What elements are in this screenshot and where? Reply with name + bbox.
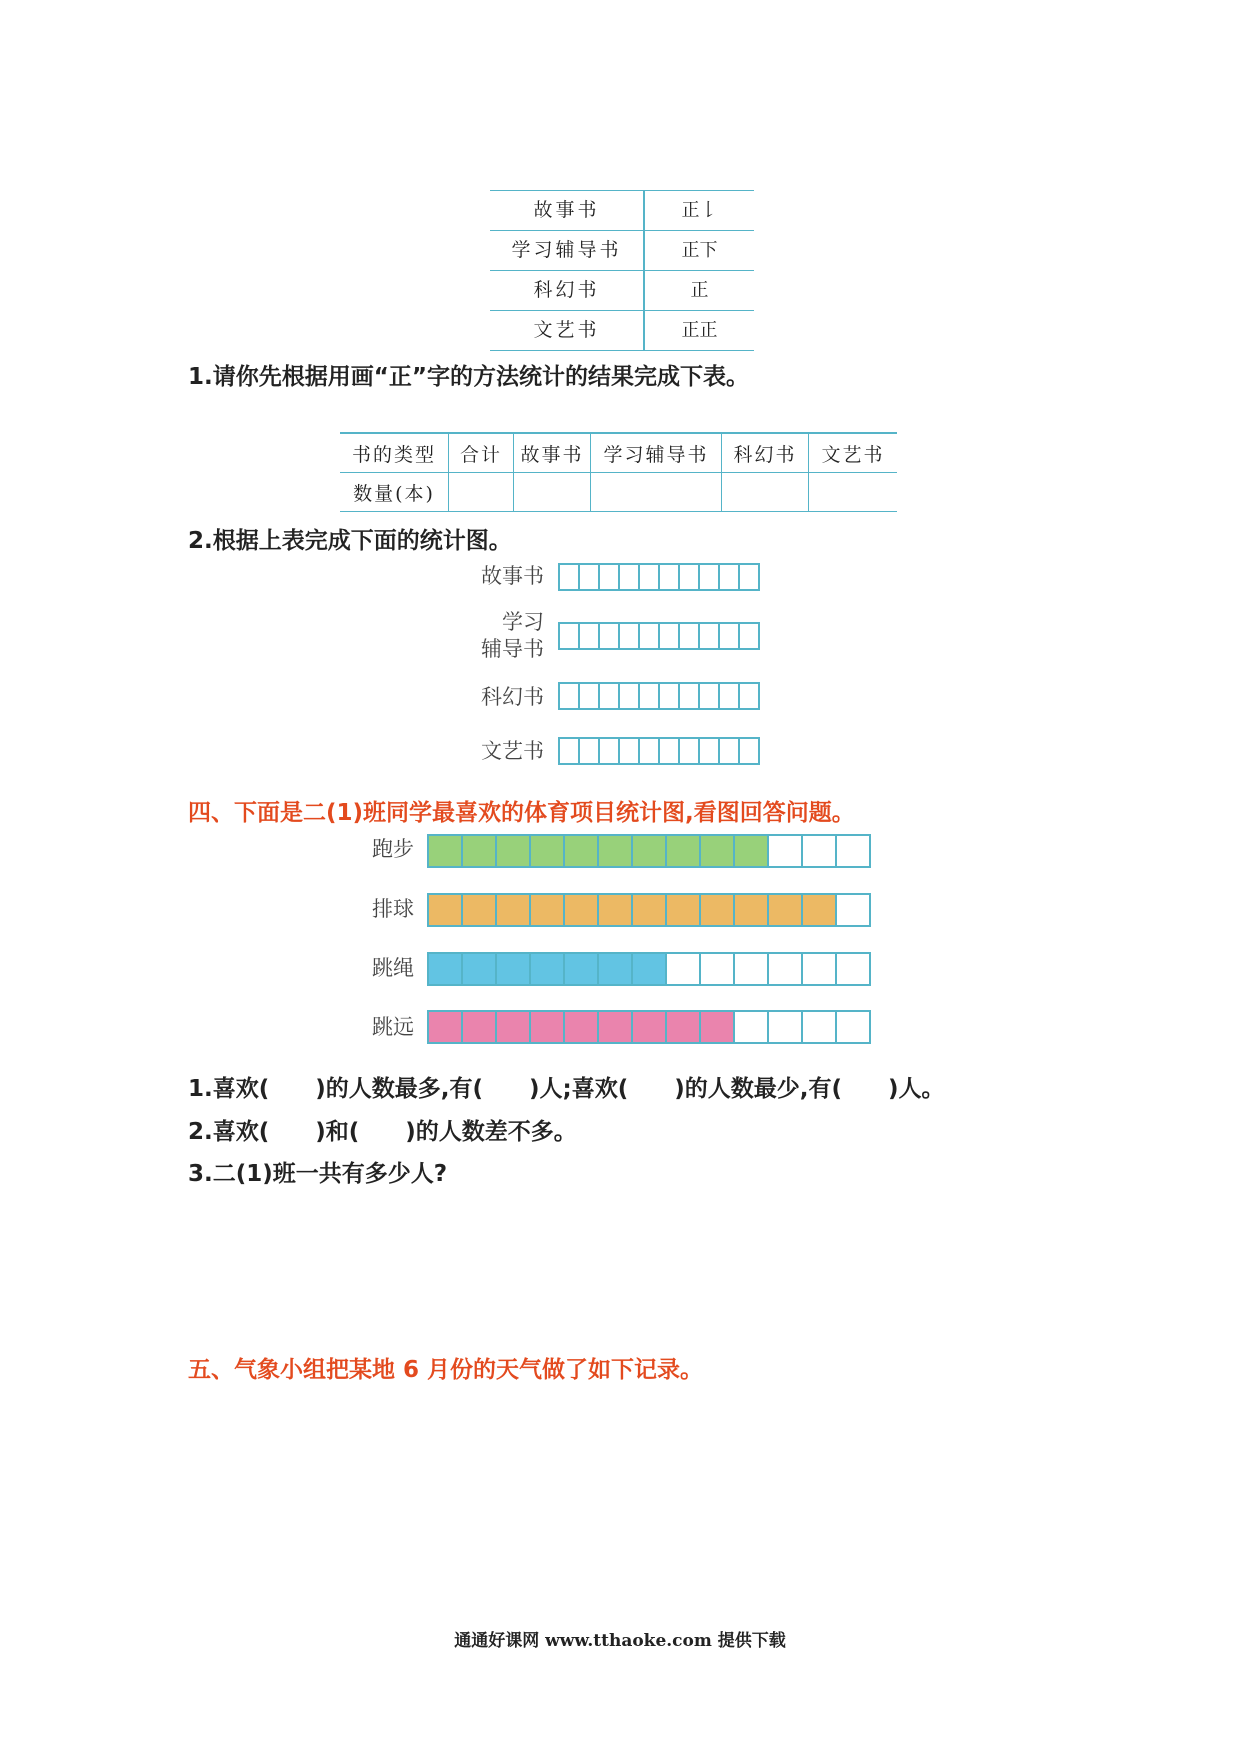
bar-filled-cell xyxy=(667,836,701,866)
bar-filled-cell xyxy=(599,1012,633,1042)
question-2: 2.根据上表完成下面的统计图。 xyxy=(188,528,512,554)
grid-cell[interactable] xyxy=(720,684,740,708)
grid-cell[interactable] xyxy=(680,684,700,708)
bar-filled-cell xyxy=(735,895,769,925)
tally-row xyxy=(490,230,754,270)
grid-cell[interactable] xyxy=(660,739,680,763)
bar-empty-cell xyxy=(735,954,769,984)
bar-empty-cell xyxy=(837,1012,869,1042)
grid-cell[interactable] xyxy=(680,739,700,763)
table-header: 故事书 xyxy=(514,433,591,473)
grid-cell[interactable] xyxy=(700,565,720,589)
grid-cell[interactable] xyxy=(580,565,600,589)
grid-cell[interactable] xyxy=(560,684,580,708)
bar-filled-cell xyxy=(735,836,769,866)
grid-cell[interactable] xyxy=(560,739,580,763)
bar-filled-cell xyxy=(633,954,667,984)
grid-cell[interactable] xyxy=(580,739,600,763)
bar-filled-cell xyxy=(531,1012,565,1042)
grid-cell[interactable] xyxy=(620,624,640,648)
bar-filled-cell xyxy=(565,954,599,984)
row-label: 数量(本) xyxy=(340,473,449,512)
bar-filled-cell xyxy=(565,1012,599,1042)
grid-cell[interactable] xyxy=(620,739,640,763)
answer-cell[interactable] xyxy=(809,473,898,512)
bar-empty-cell xyxy=(837,895,869,925)
section-5-title: 五、气象小组把某地 6 月份的天气做了如下记录。 xyxy=(188,1357,704,1383)
bar-filled-cell xyxy=(497,895,531,925)
grid-cell[interactable] xyxy=(700,739,720,763)
bar-empty-cell xyxy=(667,954,701,984)
grid-cell[interactable] xyxy=(600,739,620,763)
bar-filled-cell xyxy=(463,836,497,866)
bar-filled-cell xyxy=(633,836,667,866)
grid-cell[interactable] xyxy=(560,624,580,648)
bar-filled-cell xyxy=(497,954,531,984)
tally-category: 故事书 xyxy=(490,191,645,230)
grid-cell[interactable] xyxy=(740,684,758,708)
bar-filled-cell xyxy=(531,954,565,984)
question-1: 1.请你先根据用画“正”字的方法统计的结果完成下表。 xyxy=(188,364,749,390)
section-4-question-3: 3.二(1)班一共有多少人? xyxy=(188,1161,448,1187)
bar-category-label: 跑步 xyxy=(372,837,414,861)
bar-empty-cell xyxy=(803,836,837,866)
bar-filled-cell xyxy=(701,836,735,866)
table-header: 学习辅导书 xyxy=(591,433,722,473)
bar-category-label: 跳远 xyxy=(372,1015,414,1039)
bar-filled-cell xyxy=(803,895,837,925)
bar-filled-cell xyxy=(497,1012,531,1042)
grid-label-line2: 辅导书 xyxy=(481,637,544,661)
bar-filled-cell xyxy=(497,836,531,866)
grid-label: 故事书 xyxy=(481,564,544,588)
bar-empty-cell xyxy=(769,836,803,866)
bar-filled-cell xyxy=(429,1012,463,1042)
bar-filled-cell xyxy=(429,836,463,866)
bar-filled-cell xyxy=(531,836,565,866)
grid-cell[interactable] xyxy=(600,565,620,589)
table-header: 文艺书 xyxy=(809,433,898,473)
grid-cell[interactable] xyxy=(640,684,660,708)
grid-row[interactable] xyxy=(558,737,760,765)
bar-filled-cell xyxy=(769,895,803,925)
table-header: 书的类型 xyxy=(340,433,449,473)
bar-filled-cell xyxy=(565,895,599,925)
bar-empty-cell xyxy=(803,1012,837,1042)
grid-cell[interactable] xyxy=(740,624,758,648)
answer-cell[interactable] xyxy=(514,473,591,512)
grid-cell[interactable] xyxy=(660,565,680,589)
grid-label-line1: 学习 xyxy=(502,610,544,634)
table-header: 科幻书 xyxy=(722,433,809,473)
grid-cell[interactable] xyxy=(720,739,740,763)
bar-empty-cell xyxy=(701,954,735,984)
tally-marks: 正𠄌 xyxy=(681,200,718,221)
grid-cell[interactable] xyxy=(740,565,758,589)
tally-category: 学习辅导书 xyxy=(490,231,645,270)
bar-filled-cell xyxy=(599,836,633,866)
footer-credit: 通通好课网 www.tthaoke.com 提供下载 xyxy=(454,1631,786,1651)
bar-filled-cell xyxy=(531,895,565,925)
bar-filled-cell xyxy=(701,1012,735,1042)
bar-filled-cell xyxy=(429,954,463,984)
summary-table xyxy=(340,432,897,512)
tally-row xyxy=(490,190,754,230)
grid-cell[interactable] xyxy=(600,624,620,648)
tally-marks: 正 xyxy=(690,280,709,301)
answer-cell[interactable] xyxy=(449,473,514,512)
bar-empty-cell xyxy=(803,954,837,984)
grid-label: 文艺书 xyxy=(481,739,544,763)
bar-filled-cell xyxy=(463,1012,497,1042)
grid-cell[interactable] xyxy=(640,739,660,763)
grid-cell[interactable] xyxy=(660,684,680,708)
grid-cell[interactable] xyxy=(640,565,660,589)
bar-row xyxy=(427,952,871,986)
grid-cell[interactable] xyxy=(620,684,640,708)
grid-cell[interactable] xyxy=(560,565,580,589)
grid-cell[interactable] xyxy=(600,684,620,708)
grid-row[interactable] xyxy=(558,682,760,710)
answer-cell[interactable] xyxy=(722,473,809,512)
bar-filled-cell xyxy=(429,895,463,925)
bar-filled-cell xyxy=(667,895,701,925)
bar-category-label: 排球 xyxy=(372,897,414,921)
tally-row xyxy=(490,270,754,310)
bar-empty-cell xyxy=(735,1012,769,1042)
grid-cell[interactable] xyxy=(580,684,600,708)
tally-category: 科幻书 xyxy=(490,271,645,310)
section-4-question-1: 1.喜欢( )的人数最多,有( )人;喜欢( )的人数最少,有( )人。 xyxy=(188,1076,945,1102)
grid-cell[interactable] xyxy=(680,565,700,589)
bar-filled-cell xyxy=(565,836,599,866)
tally-marks: 正下 xyxy=(681,240,718,261)
bar-filled-cell xyxy=(463,895,497,925)
tally-row xyxy=(490,310,754,351)
bar-empty-cell xyxy=(769,954,803,984)
grid-cell[interactable] xyxy=(720,624,740,648)
tally-table xyxy=(490,190,754,351)
bar-filled-cell xyxy=(667,1012,701,1042)
grid-cell[interactable] xyxy=(620,565,640,589)
tally-marks: 正正 xyxy=(681,320,718,341)
bar-category-label: 跳绳 xyxy=(372,956,414,980)
bar-row xyxy=(427,834,871,868)
grid-cell[interactable] xyxy=(720,565,740,589)
bar-row xyxy=(427,893,871,927)
grid-cell[interactable] xyxy=(680,624,700,648)
answer-cell[interactable] xyxy=(591,473,722,512)
grid-cell[interactable] xyxy=(700,624,720,648)
bar-filled-cell xyxy=(599,954,633,984)
grid-cell[interactable] xyxy=(740,739,758,763)
bar-filled-cell xyxy=(463,954,497,984)
section-4-question-2: 2.喜欢( )和( )的人数差不多。 xyxy=(188,1119,577,1145)
grid-row[interactable] xyxy=(558,622,760,650)
grid-label: 科幻书 xyxy=(481,685,544,709)
section-4-title: 四、下面是二(1)班同学最喜欢的体育项目统计图,看图回答问题。 xyxy=(188,800,855,826)
table-header: 合计 xyxy=(449,433,514,473)
bar-filled-cell xyxy=(701,895,735,925)
bar-filled-cell xyxy=(633,895,667,925)
grid-cell[interactable] xyxy=(580,624,600,648)
grid-cell[interactable] xyxy=(700,684,720,708)
grid-cell[interactable] xyxy=(660,624,680,648)
grid-cell[interactable] xyxy=(640,624,660,648)
tally-category: 文艺书 xyxy=(490,311,645,350)
bar-row xyxy=(427,1010,871,1044)
bar-empty-cell xyxy=(837,836,869,866)
grid-row[interactable] xyxy=(558,563,760,591)
bar-filled-cell xyxy=(633,1012,667,1042)
bar-empty-cell xyxy=(837,954,869,984)
bar-empty-cell xyxy=(769,1012,803,1042)
bar-filled-cell xyxy=(599,895,633,925)
